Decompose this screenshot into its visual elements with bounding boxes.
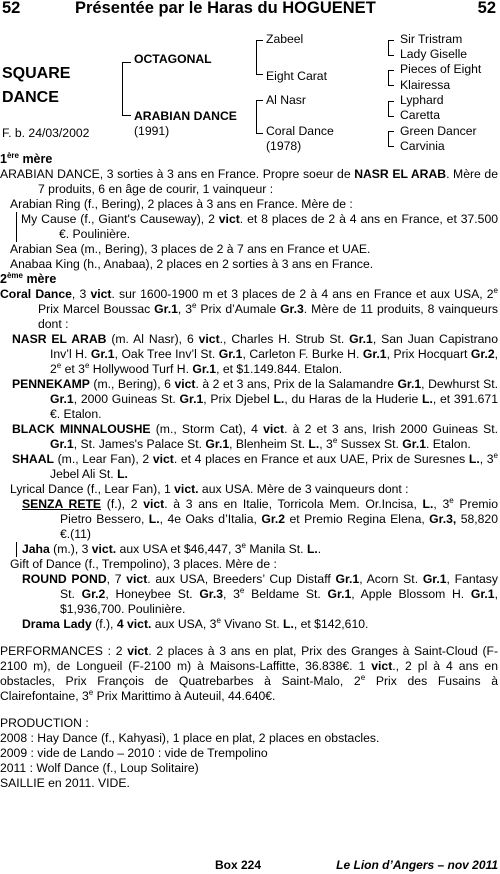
performances: PERFORMANCES : 2 vict. 2 places à 3 ans en plat, Prix des Granges à Saint-Cloud (F-2100 m), de Longueil (F-2100 m) à Maisons-Laffitte, 36.838€. 1 vict., 2 pl à 4 ans en obstacles, Prix François de Quatrebarbes à Saint-Malo, 2e Prix des Fusains à Clairefontaine, 3e Prix Marittimo à Auteuil, 44.640€. [0,644,499,703]
sire-dam: Eight Carat [266,69,327,83]
produce-jaha: Jaha (m.), 3 vict. aux USA et $46,447, 3e Manila St. L.. [16,542,498,557]
horse-birth: F. b. 24/03/2002 [2,126,90,140]
ggp-2: Lady Giselle [400,47,468,61]
produce-anabaa-king: Anabaa King (h., Anabaa), 2 places en 2 sorties à 3 ans en France. [10,257,374,271]
page-number-left: 52 [2,0,21,17]
second-dam-summary: Coral Dance, 3 vict. sur 1600-1900 m et 3 places de 2 à 4 ans en France et aux USA, 2e Prix Marcel Boussac Gr.1, 3e Prix d’Aumale Gr.3. Mère de 11 produits, 8 vainqueurs dont : [0,285,498,331]
produce-shaal: SHAAL (m., Lear Fan), 2 vict. et 4 places en France et aux UAE, Prix de Suresnes L., 3e Jebel Ali St. L. [12,450,498,481]
bracket-dam-line [256,100,263,134]
heading-second-dam: 2ème mère [0,270,57,286]
page-header [0,0,500,22]
bracket-g56 [388,101,394,117]
produce-senza-rete: SENZA RETE (f.), 2 vict. à 3 ans en Italie, Torricola Mem. Or.Incisa, L., 3e Premio Pietro Bessero, L., 4e Oaks d’Italia, Gr.2 et Premio Regina Elena, Gr.3, 58,820 €.(11) [22,495,498,541]
horse-name-line2: DANCE [2,89,59,106]
ggp-1: Sir Tristram [400,32,463,46]
production-2011: 2011 : Wolf Dance (f., Loup Solitaire) [0,761,199,775]
saillie-2011: SAILLIE en 2011. VIDE. [0,776,130,790]
heading-first-dam: 1ère mère [0,150,53,166]
ggp-4: Klairessa [400,78,451,92]
bracket-g34 [388,70,394,86]
production-2009-2010: 2009 : vide de Lando – 2010 : vide de Trempolino [0,746,268,760]
sale-event: Le Lion d’Angers – nov 2011 [336,858,498,872]
produce-arabian-ring: Arabian Ring (f., Bering), 2 places à 3 ans en France. Mère de : [10,197,353,211]
produce-black-minnaloushe: BLACK MINNALOUSHE (m., Storm Cat), 4 vict. à 2 et 3 ans, Irish 2000 Guineas St. Gr.1, St. James's Palace St. Gr.1, Blenheim St. L., 3e Sussex St. Gr.1. Etalon. [12,422,499,451]
first-dam-summary: ARABIAN DANCE, 3 sorties à 3 ans en France. Propre soeur de NASR EL ARAB. Mère de 7 produits, 6 en âge de courir, 1 vainqueur : [0,167,498,196]
dam-dam-year: (1978) [266,139,302,153]
ggp-7: Green Dancer [400,124,477,138]
produce-arabian-sea: Arabian Sea (m., Bering), 3 places de 2 à 7 ans en France et UAE. [10,242,371,256]
produce-drama-lady: Drama Lady (f.), 4 vict. aux USA, 3e Vivano St. L., et $142,610. [22,615,369,631]
produce-pennekamp: PENNEKAMP (m., Bering), 6 vict. à 2 et 3 ans, Prix de la Salamandre Gr.1, Dewhurst St. Gr.1, 2000 Guineas St. Gr.1, Prix Djebel L., du Haras de la Huderie L., et 391.671 €. Etalon. [12,377,498,421]
ggp-6: Caretta [400,108,440,122]
horse-name-line1: SQUARE [2,65,71,82]
sire-sire: Zabeel [266,32,304,46]
catalogue-body [0,152,498,791]
dam-sire: Al Nasr [266,93,306,107]
dam-name: ARABIAN DANCE [134,109,237,123]
dam-dam: Coral Dance [266,124,334,138]
page-number-right: 52 [477,0,496,17]
production-title: PRODUCTION : [0,716,89,730]
ggp-5: Lyphard [400,93,444,107]
produce-round-pond: ROUND POND, 7 vict. aux USA, Breeders’ Cup Distaff Gr.1, Acorn St. Gr.1, Fantasy St. Gr.2, Honeybee St. Gr.3, 3e Beldame St. Gr.1, Apple Blossom H. Gr.1, $1,936,700. Poulinière. [22,572,498,616]
bracket-g78 [388,131,394,147]
page-title: Présentée par le Haras du HOGUENET [75,0,376,17]
box-number: Box 224 [215,858,262,872]
produce-gift-of-dance: Gift of Dance (f., Trempolino), 3 places. Mère de : [10,557,277,571]
ggp-8: Carvinia [400,139,445,153]
sire-name: OCTAGONAL [134,52,212,66]
bracket-parents [122,62,131,116]
production-2008: 2008 : Hay Dance (f., Kahyasi), 1 place en plat, 2 places en obstacles. [0,731,380,745]
dam-year: (1991) [134,124,170,138]
bracket-sire-line [256,40,263,75]
produce-nasr-el-arab: NASR EL ARAB (m. Al Nasr), 6 vict., Charles H. Strub St. Gr.1, San Juan Capistrano Inv’l H. Gr.1, Oak Tree Inv’l St. Gr.1, Carleton F. Burke H. Gr.1, Prix Hocquart Gr.2, 2e et 3e Hollywood Turf H. Gr.1, et $1.149.844. Etalon. [12,332,498,376]
produce-lyrical-dance: Lyrical Dance (f., Lear Fan), 1 vict. aux USA. Mère de 3 vainqueurs dont : [10,482,409,496]
produce-my-cause: My Cause (f., Giant's Causeway), 2 vict. et 8 places de 2 à 4 ans en France, et 37.500 €. Poulinière. [16,212,498,242]
bracket-g12 [388,40,394,56]
ggp-3: Pieces of Eight [400,62,482,76]
